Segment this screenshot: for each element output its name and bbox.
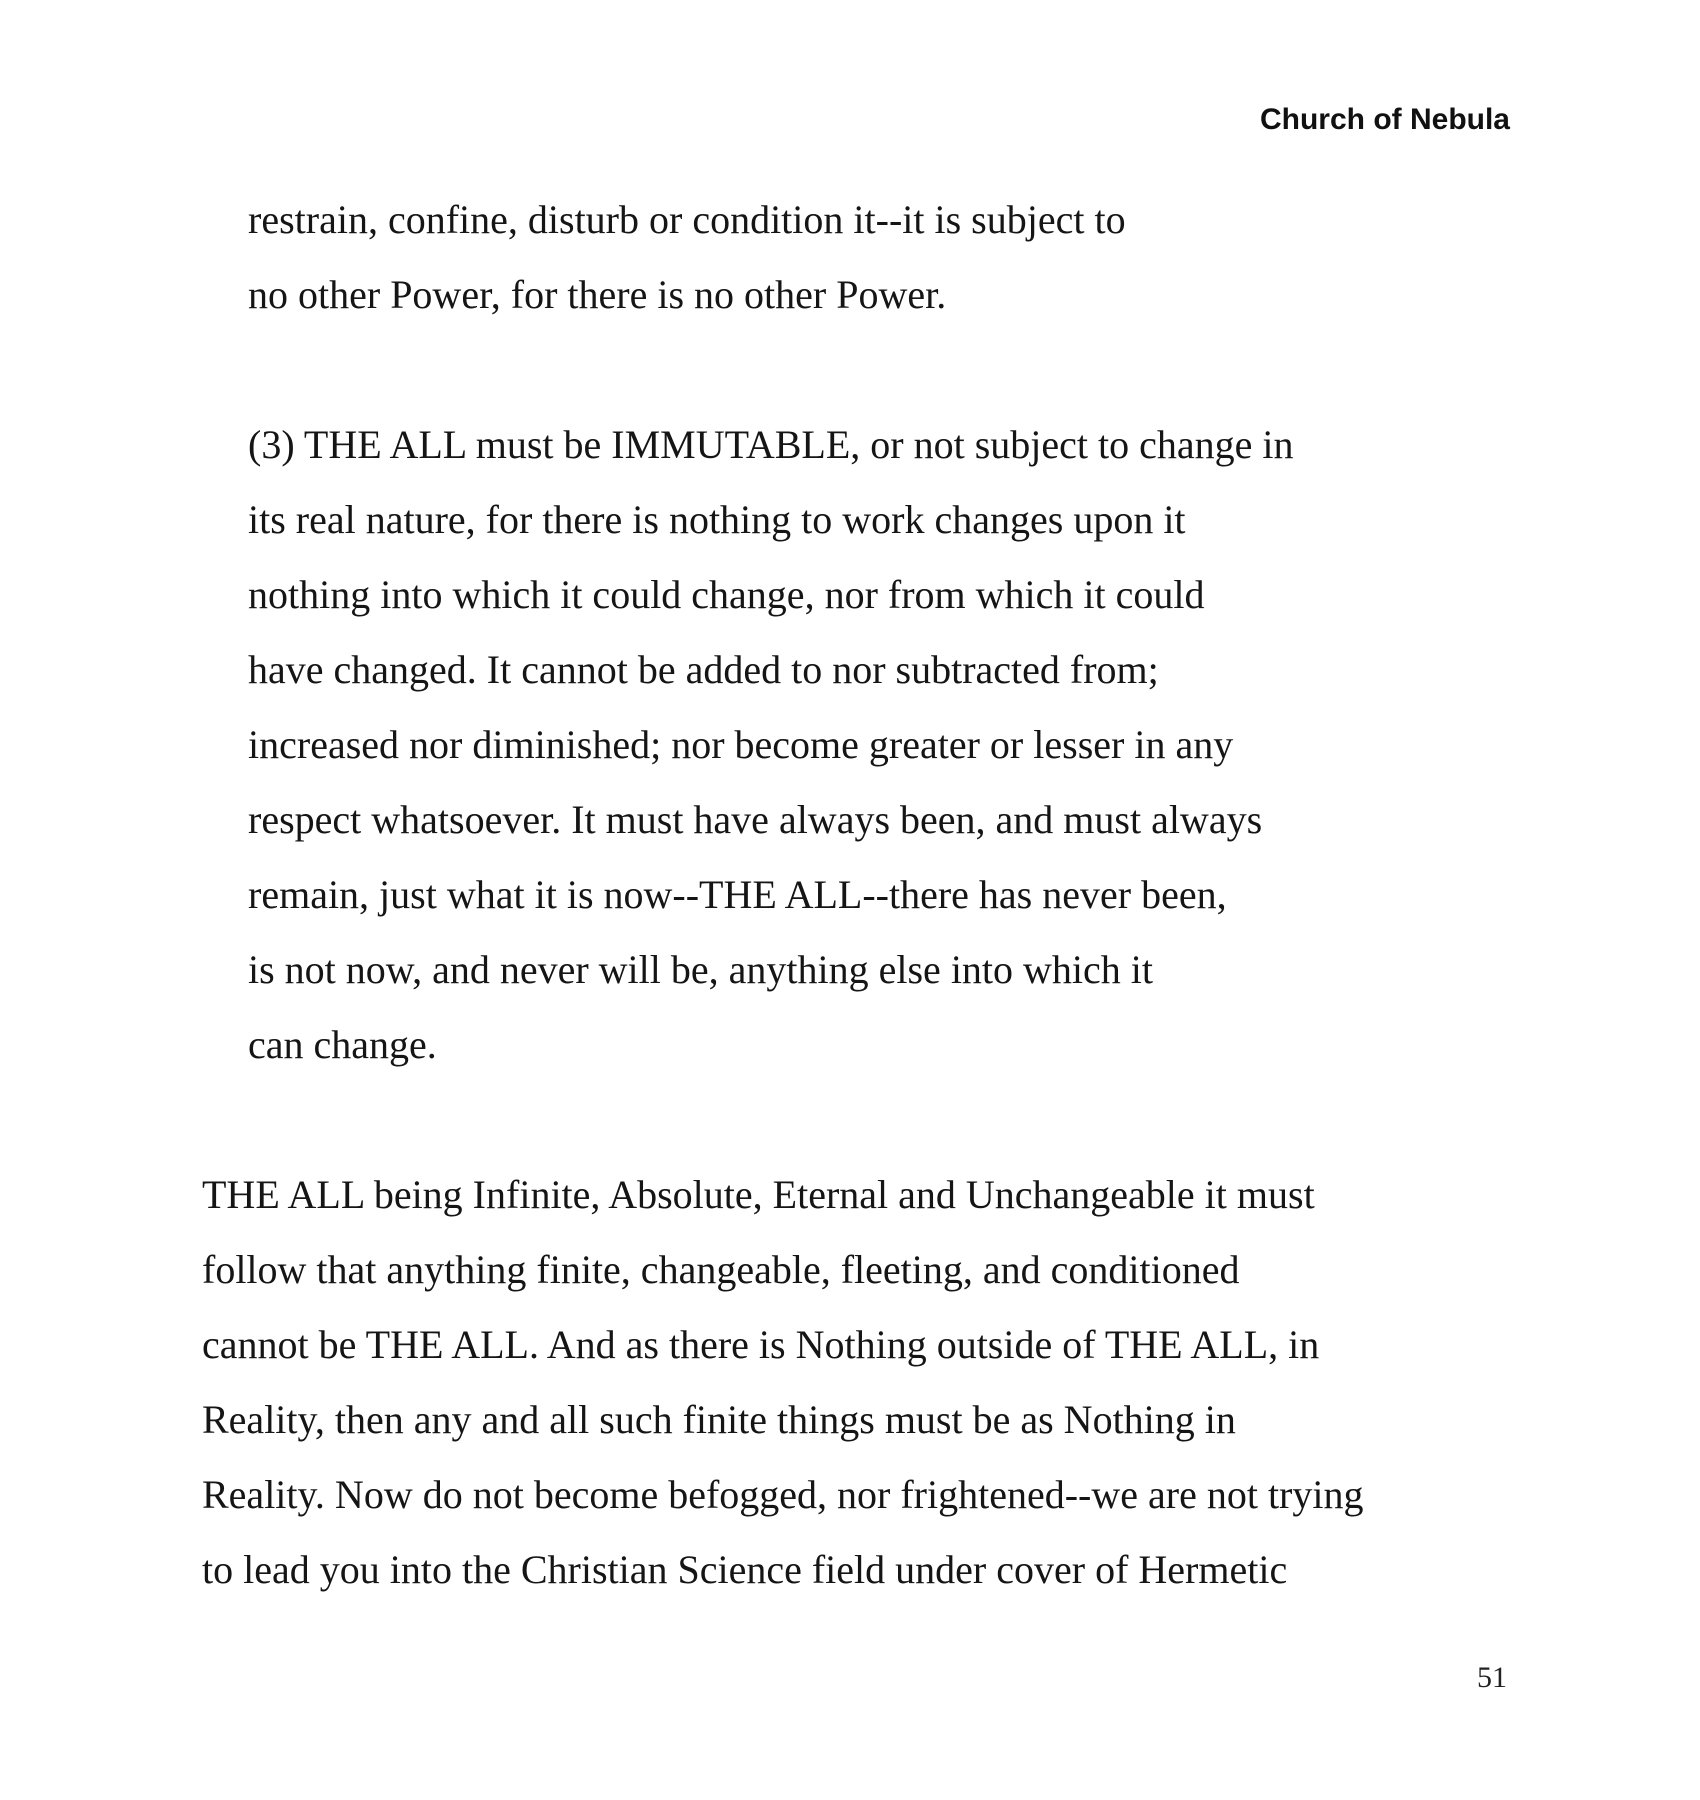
- text-line: respect whatsoever. It must have always been, and must always: [248, 797, 1263, 842]
- text-line: (3) THE ALL must be IMMUTABLE, or not subject to change in: [248, 422, 1294, 467]
- text-line: can change.: [248, 1022, 437, 1067]
- text-line: remain, just what it is now--THE ALL--there has never been,: [248, 872, 1227, 917]
- text-line: THE ALL being Infinite, Absolute, Eternal and Unchangeable it must: [202, 1172, 1315, 1217]
- text-line: its real nature, for there is nothing to work changes upon it: [248, 497, 1186, 542]
- text-line: no other Power, for there is no other Power.: [248, 272, 947, 317]
- text-line: have changed. It cannot be added to nor subtracted from;: [248, 647, 1159, 692]
- text-line: nothing into which it could change, nor from which it could: [248, 572, 1205, 617]
- text-line: is not now, and never will be, anything else into which it: [248, 947, 1154, 992]
- text-line: increased nor diminished; nor become greater or lesser in any: [248, 722, 1234, 767]
- text-line: cannot be THE ALL. And as there is Nothing outside of THE ALL, in: [202, 1322, 1320, 1367]
- text-line: follow that anything finite, changeable, fleeting, and conditioned: [202, 1247, 1240, 1292]
- text-line: Reality, then any and all such finite things must be as Nothing in: [202, 1397, 1236, 1442]
- text-line: Reality. Now do not become befogged, nor frightened--we are not trying: [202, 1472, 1364, 1517]
- running-header: Church of Nebula: [1259, 103, 1510, 136]
- page-number: 51: [1477, 1661, 1507, 1694]
- text-line: to lead you into the Christian Science field under cover of Hermetic: [202, 1547, 1288, 1592]
- text-line: restrain, confine, disturb or condition it--it is subject to: [248, 197, 1126, 242]
